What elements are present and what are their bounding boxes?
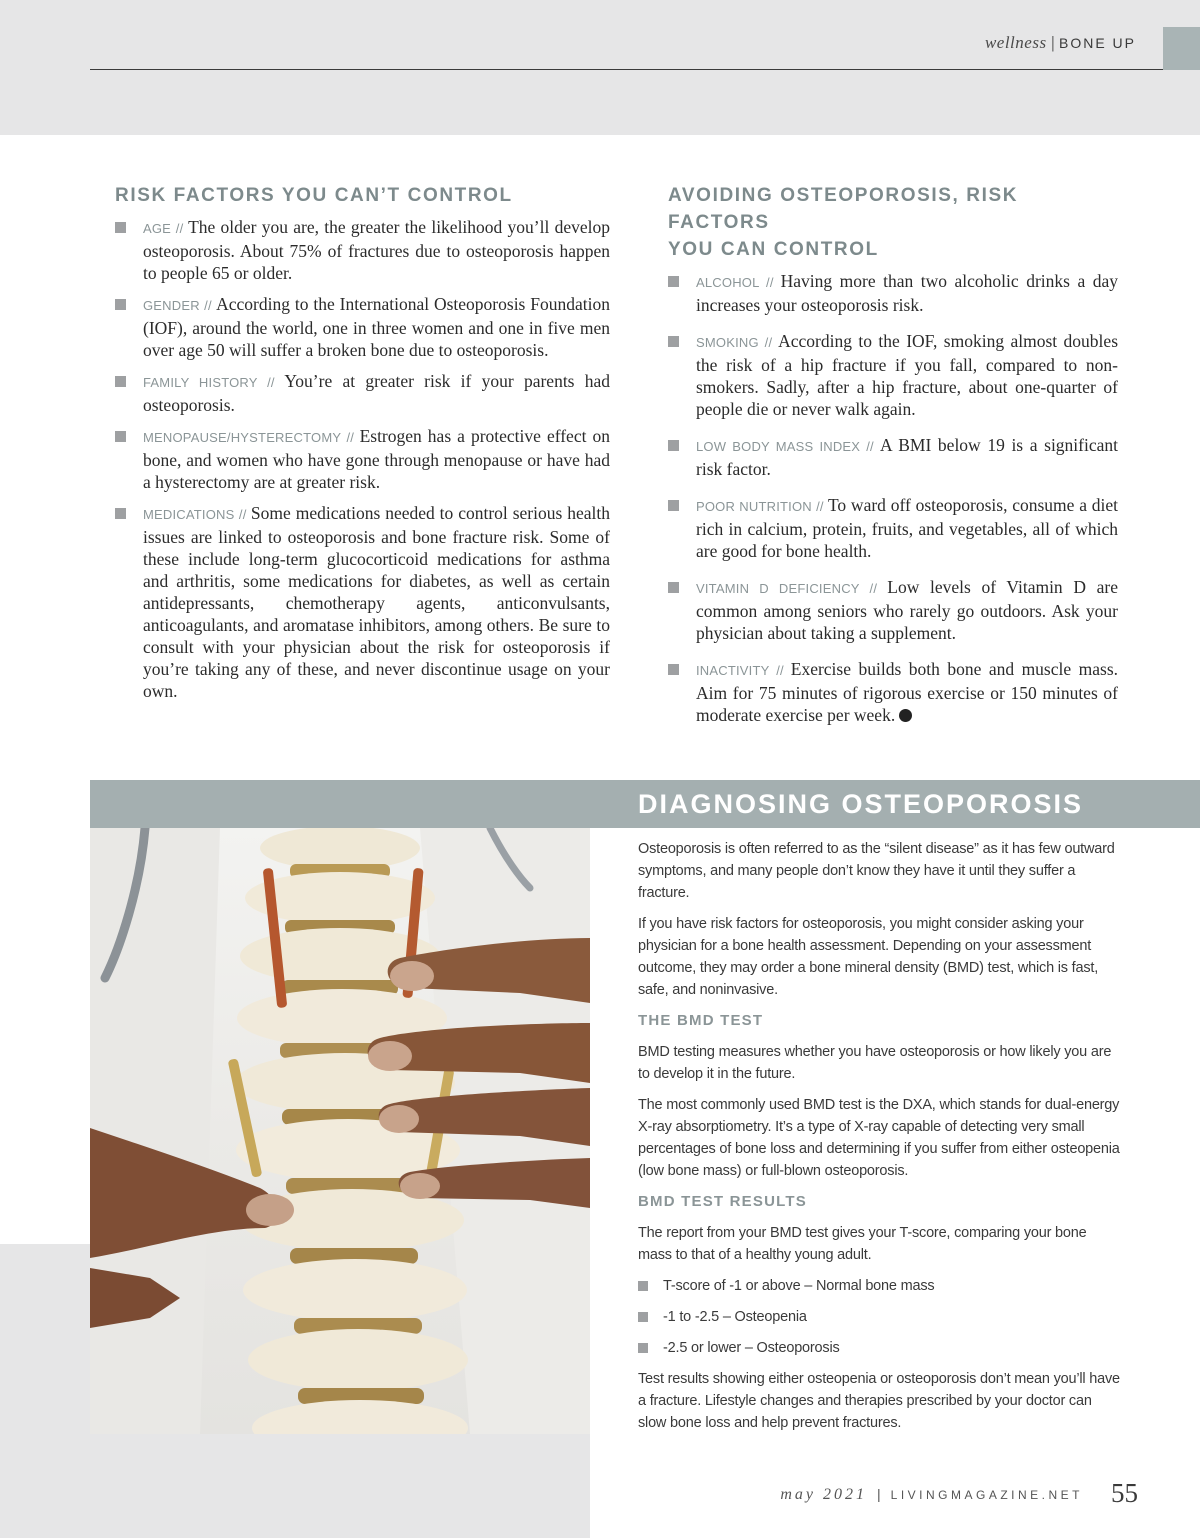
risk-item-alcohol: [668, 270, 1118, 316]
risk-item-vitamin-d: [668, 576, 1118, 644]
issue-date: may 2021: [780, 1486, 867, 1503]
risk-text: A BMI below 19 is a significant risk factor.: [696, 435, 1118, 479]
risk-text: To ward off osteoporosis, consume a diet rich in calcium, protein, fruits, and vegetables, all of which are good for bone health.: [696, 495, 1118, 561]
risk-label: GENDER //: [143, 298, 216, 313]
risk-text: Exercise builds both bone and muscle mass. Aim for 75 minutes of rigorous exercise or 150 minutes of moderate exercise per week.: [696, 659, 1118, 725]
header-band: [0, 0, 1200, 135]
risk-label: INACTIVITY //: [696, 663, 791, 678]
diagnosing-body: [638, 838, 1120, 1443]
square-bullet-icon: [115, 376, 126, 387]
tscore-item-osteoporosis: [638, 1337, 1120, 1359]
bmd-results-heading: BMD TEST RESULTS: [638, 1193, 807, 1210]
risk-text: Estrogen has a protective effect on bone, and women who have gone through menopause or have had a hysterectomy are at greater risk.: [143, 426, 610, 492]
square-bullet-icon: [638, 1312, 648, 1322]
page-number: 55: [1111, 1478, 1138, 1508]
square-bullet-icon: [668, 336, 679, 347]
risk-text: Low levels of Vitamin D are common among seniors who rarely go outdoors. Ask your physician about taking a supplement.: [696, 577, 1118, 643]
diagnosing-intro-2: If you have risk factors for osteoporosis, you might consider asking your physician for a bone health assessment. Depending on your assessment outcome, they may order a bone mineral density (BMD) test, which is fast, safe, and noninvasive.: [638, 916, 1099, 998]
risk-item-low-bmi: [668, 434, 1118, 480]
page-footer: [780, 1478, 1138, 1509]
spine-model-photo: [90, 828, 590, 1434]
right-heading-line-2: YOU CAN CONTROL: [668, 239, 879, 260]
tscore-text: -2.5 or lower – Osteoporosis: [663, 1340, 840, 1356]
right-heading-line-1: AVOIDING OSTEOPOROSIS, RISK FACTORS: [668, 185, 1019, 233]
risk-label: ALCOHOL //: [696, 275, 781, 290]
bmd-results-intro: The report from your BMD test gives your T-score, comparing your bone mass to that of a healthy young adult.: [638, 1225, 1087, 1263]
square-bullet-icon: [115, 299, 126, 310]
running-head: [985, 33, 1136, 53]
risk-item-medications: [115, 502, 610, 702]
risk-item-family-history: [115, 370, 610, 416]
risk-label: POOR NUTRITION //: [696, 499, 828, 514]
footer-separator: |: [877, 1486, 881, 1502]
header-separator: |: [1050, 33, 1055, 52]
diagnosing-closing: Test results showing either osteopenia or osteoporosis don’t mean you’ll have a fracture. Lifestyle changes and therapies prescribed by your doctor can slow bone loss and help prevent fractures.: [638, 1371, 1120, 1431]
square-bullet-icon: [638, 1343, 648, 1353]
spine-illustration: [90, 828, 590, 1434]
controllable-risk-list: [668, 270, 1118, 726]
right-column: [668, 182, 1118, 740]
square-bullet-icon: [115, 508, 126, 519]
risk-label: VITAMIN D DEFICIENCY //: [696, 581, 887, 596]
coat-left: [90, 828, 220, 1434]
website-link[interactable]: LIVINGMAGAZINE.NET: [890, 1488, 1083, 1502]
uncontrollable-risk-list: [115, 216, 610, 702]
end-mark-icon: [899, 709, 912, 722]
tscore-item-normal: [638, 1275, 1120, 1297]
risk-item-age: [115, 216, 610, 284]
risk-text: According to the International Osteoporosis Foundation (IOF), around the world, one in three women and one in five men over age 50 will suffer a broken bone due to osteoporosis.: [143, 294, 610, 360]
risk-label: FAMILY HISTORY //: [143, 375, 284, 390]
bmd-test-heading: THE BMD TEST: [638, 1012, 764, 1029]
risk-label: MENOPAUSE/HYSTERECTOMY //: [143, 430, 360, 445]
risk-item-smoking: [668, 330, 1118, 420]
left-column: [115, 182, 610, 711]
risk-text: You’re at greater risk if your parents had osteoporosis.: [143, 371, 611, 415]
header-rule: [90, 69, 1163, 70]
tscore-item-osteopenia: [638, 1306, 1120, 1328]
bmd-paragraph-1: BMD testing measures whether you have osteoporosis or how likely you are to develop it in the future.: [638, 1044, 1112, 1082]
risk-label: LOW BODY MASS INDEX //: [696, 439, 880, 454]
square-bullet-icon: [115, 222, 126, 233]
square-bullet-icon: [638, 1281, 648, 1291]
risk-item-menopause: [115, 425, 610, 493]
square-bullet-icon: [668, 582, 679, 593]
square-bullet-icon: [668, 664, 679, 675]
diagnosing-intro-1: Osteoporosis is often referred to as the “silent disease” as it has few outward symptoms, and many people don’t know they have it until they suffer a fracture.: [638, 841, 1115, 901]
header-tab: [1163, 27, 1200, 70]
topic-name: BONE UP: [1058, 35, 1136, 51]
square-bullet-icon: [115, 431, 126, 442]
risk-item-gender: [115, 293, 610, 361]
risk-item-poor-nutrition: [668, 494, 1118, 562]
square-bullet-icon: [668, 500, 679, 511]
risk-text: According to the IOF, smoking almost doubles the risk of a hip fracture if you fall, compared to non-smokers. Sadly, after a hip fracture, about one-quarter of people die or never walk again.: [696, 331, 1118, 419]
risk-text: Having more than two alcoholic drinks a day increases your osteoporosis risk.: [696, 271, 1119, 315]
risk-item-inactivity: [668, 658, 1118, 726]
tscore-text: -1 to -2.5 – Osteopenia: [663, 1309, 807, 1325]
risk-text: The older you are, the greater the likelihood you’ll develop osteoporosis. About 75% of fractures due to osteoporosis happen to people 65 or older.: [143, 217, 610, 283]
right-column-heading: [668, 182, 1118, 263]
section-name: wellness: [984, 33, 1047, 52]
risk-label: SMOKING //: [696, 335, 778, 350]
risk-label: AGE //: [143, 221, 188, 236]
bmd-paragraph-2: The most commonly used BMD test is the DXA, which stands for dual-energy X-ray absorptiometry. It’s a type of X-ray capable of detecting very small percentages of bone loss and determining if you suffer from either osteopenia (low bone mass) or full-blown osteoporosis.: [638, 1097, 1120, 1179]
risk-text: Some medications needed to control serious health issues are linked to osteoporosis and bone fracture risk. Some of these include long-term glucocorticoid medications for asthma and arthritis, some medications for diabetes, as well as certain antidepressants, chemotherapy agents, anticonvulsants, anticoagulants, and aromatase inhibitors, among others. Be sure to consult with your physician about the risk for osteoporosis if you’re taking any of these, and never discontinue usage on your own.: [143, 503, 610, 701]
risk-label: MEDICATIONS //: [143, 507, 251, 522]
left-column-heading: RISK FACTORS YOU CAN’T CONTROL: [115, 185, 513, 206]
tscore-list: [638, 1275, 1120, 1359]
square-bullet-icon: [668, 440, 679, 451]
diagnosing-title: DIAGNOSING OSTEOPOROSIS: [638, 789, 1084, 819]
tscore-text: T-score of -1 or above – Normal bone mass: [663, 1278, 935, 1294]
square-bullet-icon: [668, 276, 679, 287]
